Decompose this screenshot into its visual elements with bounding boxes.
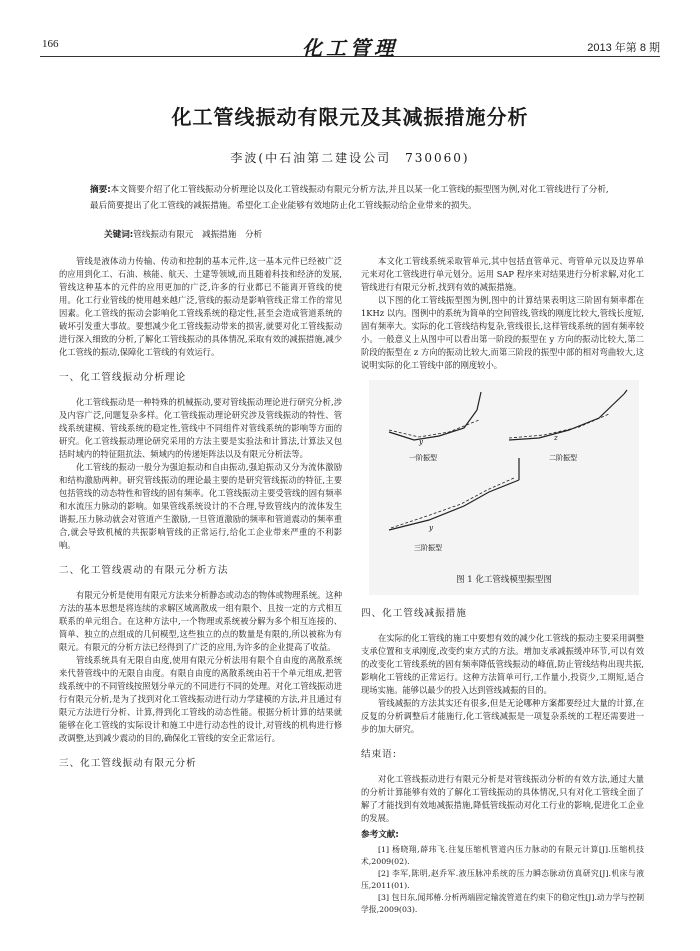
abstract-label: 摘要: <box>90 185 111 195</box>
keywords-label: 关键词: <box>104 230 134 240</box>
issue-label: 2013 年第 8 期 <box>587 42 660 54</box>
article-title: 化工管线振动有限元及其减振措施分析 <box>171 105 529 129</box>
conclusion-paragraph: 对化工管线振动进行有限元分析是对管线振动分析的有效方法,通过大量的分析计算能够有效的了解化工管线振动的具体情况,只有对化工管线全面了解了才能找到有效地减振措施,降低管线振动对化工行业的影响,促进化工企业的发展。 <box>361 774 644 823</box>
section-1-paragraph-1: 化工管线振动是一种特殊的机械振动,要对管线振动理论进行研究分析,涉及内容广泛,问题复杂多样。化工管线振动理论研究涉及管线振动的特性、管线系统建模、管线系统的稳定性,管线中不同组件对管线系统的影响等方面的研究。化工管线振动理论研究采用的方法主要是实验法和计算法,计算法又包括时域内的特征阻抗法、频域内的传递矩阵法以及有限元分析法等。 <box>59 397 342 459</box>
first-mode-shape <box>389 392 481 440</box>
figure-caption: 图 1 化工管线模型振型图 <box>456 575 552 585</box>
page-number: 166 <box>42 38 59 50</box>
figure-1 <box>369 380 639 595</box>
reference-item: [1] 杨晓翔,薛玮飞.往复压缩机管道内压力脉动的有限元计算[J].压缩机技术,2009(02). <box>361 845 644 866</box>
section-3-paragraph-2: 以下图的化工管线振型图为例,图中的计算结果表明这三阶固有频率都在 1KHz 以内。图例中的系统为简单的空间管线,管线的刚度比较大,管线长度短,固有频率大。实际的化工管线结构复杂,管线很长,这样管线系统的固有频率较小。一般意义上从图中可以看出第一阶段的振型在 y 方向的振动比较大,第二阶段的振型在 z 方向的振动比较大,而第三阶段的振型中部的相对弯曲较大,这说明实际的化工管线中部的刚度较小。 <box>361 295 644 370</box>
section-4-paragraph-2: 管线减振的方法其实还有很多,但是无论哪种方案都要经过大量的计算,在反复的分析调整后才能施行,化工管线减振是一项复杂系统的工程还需要进一步的加大研究。 <box>361 698 644 734</box>
section-3-paragraph-1: 本文化工管线系统采取管单元,其中包括直管单元、弯管单元以及边界单元来对化工管线进行单元划分。运用 SAP 程序来对结果进行分析求解,对化工管线进行有限元分析,找到有效的减振措施。 <box>361 256 644 292</box>
conclusion-heading: 结束语: <box>361 749 398 760</box>
section-4-paragraph-1: 在实际的化工管线的施工中要想有效的减少化工管线的振动主要采用调整支承位置和支承刚度,改变约束方式的方法。增加支承减振缓冲环节,可以有效的改变化工管线系统的固有频率降低管线振动的峰值,防止管线结构出现共振,影响化工管线的正常运行。这种方法简单可行,工作量小,投资少,工期短,适合现场实施。能够以最少的投入达到管线减振的目的。 <box>361 633 644 695</box>
reference-item: [3] 包日东,闻邦椿.分析两端固定输流管道在约束下的稳定性[J].动力学与控制学报,2009(03). <box>361 893 644 914</box>
mode2-caption: 二阶振型 <box>549 454 577 462</box>
section-2-paragraph-2: 管线系统具有无限自由度,使用有限元分析法用有限个自由度的离散系统来代替管线中的无限自由度。有限自由度的离散系统由若干个单元组成,把管线系统中的不同管线按照划分单元的不同进行不同的处理。对化工管线振动进行有限元分析,是为了找到对化工管线振动进行动力学建模的方法,并且通过有限元方法进行分析、计算,得到化工管线的动态性能。根据分析计算的结果就能够在化工管线的实际设计和施工中进行动态性的设计,对管线的机构进行修改调整,达到减少震动的目的,确保化工管线的安全正常运行。 <box>59 655 342 743</box>
right-column <box>361 255 644 916</box>
mode3-y-label: y <box>429 524 433 532</box>
mode2-z-label: z <box>554 434 558 442</box>
section-2-heading: 二、化工管线震动的有限元分析方法 <box>59 565 229 576</box>
section-2-paragraph-1: 有限元分析是使用有限元方法来分析静态或动态的物体或物理系统。这种方法的基本思想是将连续的求解区域离散成一组有限个、且按一定的方式相互联系的单元组合。在这种方法中,一个物理或系统被分解为多个相互连接的、简单、独立的点组成的几何模型,这些独立的点的数量是有限的,所以被称为有限元。有限元的分析方法已经得到了广泛的应用,为许多的企业提高了收益。 <box>59 590 342 652</box>
keywords <box>104 228 262 240</box>
third-mode-shape <box>389 458 519 530</box>
abstract-text: 本文简要介绍了化工管线振动分析理论以及化工管线振动有限元分析方法,并且以某一化工管线的振型图为例,对化工管线进行了分析,最后简要提出了化工管线的减振措施。希望化工企业能够有效地防止化工管线振动给企业带来的损失。 <box>90 185 609 211</box>
intro-paragraph: 管线是液体动力传输、传动和控制的基本元件,这一基本元件已经被广泛的应用到化工、石油、核能、航天、土建等领域,而且随着科技和经济的发展,管线这种基本的元件的应用更加的广泛,许多的行业都已不能离开管线的使用。化工行业管线的使用越来越广泛,管线的振动是影响管线正常工作的常见因素。化工管线的振动会影响化工管线系统的稳定性,甚至会造成管道系统的破坏引发重大事故。要想减少化工管线振动带来的损害,就要对化工管线振动进行深入细致的分析,了解化工管线振动的具体情况,采取有效的减振措施,减少化工管线的振动,保障化工管线的有效运行。 <box>59 256 342 357</box>
mode-shape-diagram <box>369 380 639 572</box>
journal-logo: 化工管理 <box>302 36 398 60</box>
mode3-caption: 三阶振型 <box>414 544 442 552</box>
author-line: 李波(中石油第二建设公司 730060) <box>230 151 470 165</box>
section-3-heading: 三、化工管线振动有限元分析 <box>59 758 197 769</box>
left-column <box>59 255 342 782</box>
mode1-y-label: y <box>419 438 423 446</box>
section-1-paragraph-2: 化工管线的振动一般分为强迫振动和自由振动,强迫振动又分为流体激励和结构激励两种。研究管线振动的理论最主要的是研究管线振动的特征,主要包括管线的动态特性和管线的固有频率。化工管线振动主要受管线的固有频率和水流压力脉动的影响。如果管线系统设计的不合理,导致管线内的流体发生谐振,压力脉动就会对管道产生激励,一旦管道激励的频率和管道震动的频率重合,就会导致机械的共振影响管线的正常运行,给化工企业带来严重的不利影响。 <box>59 462 342 550</box>
section-1-heading: 一、化工管线振动分析理论 <box>59 372 187 383</box>
keywords-text: 管线振动有限元 减振措施 分析 <box>133 230 263 240</box>
abstract <box>90 183 610 214</box>
section-4-heading: 四、化工管线减振措施 <box>361 608 467 619</box>
second-mode-shape <box>509 390 627 440</box>
reference-item: [2] 李军,陈明,赵乔军.液压脉冲系统的压力瞬态脉动仿真研究[J].机床与液压,2011(01). <box>361 869 644 890</box>
mode1-caption: 一阶振型 <box>409 454 437 462</box>
references-heading: 参考文献: <box>361 830 399 840</box>
running-header <box>40 32 660 60</box>
